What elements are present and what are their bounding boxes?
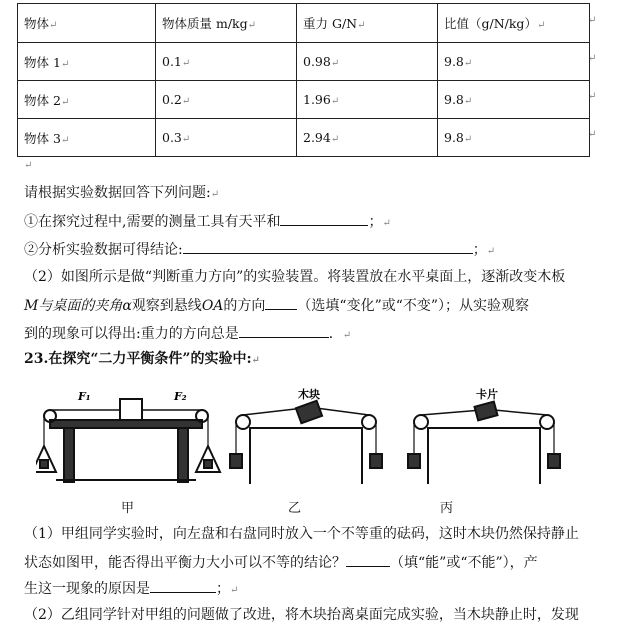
question-2-line: ②分析实验数据可得结论: ；↵ xyxy=(24,239,495,262)
question-23-title: 23.在探究“二力平衡条件”的实验中:↵ xyxy=(24,351,261,367)
table-cell: 2.94↵ xyxy=(297,119,438,157)
row-end-mark: ↵ xyxy=(588,15,597,26)
table-header-cell: 重力 G/N↵ xyxy=(297,4,438,43)
table-row xyxy=(18,119,590,157)
table-cell: 0.3↵ xyxy=(156,119,297,157)
intro-line: 请根据实验数据回答下列问题:↵ xyxy=(24,185,220,201)
part-3-line-1: （1）甲组同学实验时，向左盘和右盘同时放入一个不等重的砝码，这时木块仍然保持静止 xyxy=(24,526,579,542)
part-2-line-1: （2）如图所示是做“判断重力方向”的实验装置。将装置放在水平桌面上，逐渐改变木板 xyxy=(24,269,566,285)
table-cell: 物体 3↵ xyxy=(18,119,156,157)
experiment-figure xyxy=(36,384,576,504)
kapian-label: 卡片 xyxy=(476,388,498,401)
part-2-line-3: 到的现象可以得出:重力的方向总是 ．↵ xyxy=(24,323,351,346)
f1-label: F₁ xyxy=(78,390,91,403)
answer-blank[interactable] xyxy=(265,295,297,310)
table-cell: 9.8↵ xyxy=(438,81,590,119)
table-cell: 0.1↵ xyxy=(156,43,297,81)
data-table xyxy=(17,3,590,157)
paragraph-mark: ↵ xyxy=(24,160,33,171)
row-end-mark: ↵ xyxy=(588,91,597,102)
answer-blank[interactable] xyxy=(239,323,329,338)
f2-label: F₂ xyxy=(174,390,187,403)
table-cell: 物体 2↵ xyxy=(18,81,156,119)
mukuai-label: 木块 xyxy=(298,388,320,401)
table-row xyxy=(18,43,590,81)
answer-blank[interactable] xyxy=(150,578,216,593)
row-end-mark: ↵ xyxy=(588,53,597,64)
part-3-line-4: （2）乙组同学针对甲组的问题做了改进，将木块抬离桌面完成实验，当木块静止时，发现 xyxy=(24,607,579,623)
table-cell: 0.2↵ xyxy=(156,81,297,119)
table-cell: 9.8↵ xyxy=(438,119,590,157)
table-cell: 物体 1↵ xyxy=(18,43,156,81)
caption-jia: 甲 xyxy=(121,501,135,516)
table-cell: 0.98↵ xyxy=(297,43,438,81)
answer-blank[interactable] xyxy=(346,552,390,567)
apparatus-jia xyxy=(36,399,220,482)
table-header-row xyxy=(18,4,590,43)
part-3-line-2: 状态如图甲，能否得出平衡力大小可以不等的结论？ （填“能”或“不能”），产 xyxy=(24,552,538,573)
caption-yi: 乙 xyxy=(288,501,302,516)
row-end-mark: ↵ xyxy=(588,129,597,140)
table-header-cell: 物体↵ xyxy=(18,4,156,43)
table-row xyxy=(18,81,590,119)
table-cell: 1.96↵ xyxy=(297,81,438,119)
table-header-cell: 比值（g/N/kg）↵ xyxy=(438,4,590,43)
part-3-line-3: 生这一现象的原因是 ；↵ xyxy=(24,578,238,601)
part-2-line-2: M与桌面的夹角α观察到悬线OA的方向 （选填“变化”或“不变”）；从实验观察 xyxy=(24,295,529,316)
table-cell: 9.8↵ xyxy=(438,43,590,81)
answer-blank[interactable] xyxy=(183,239,473,254)
question-1-line: ①在探究过程中,需要的测量工具有天平和 ；↵ xyxy=(24,211,391,234)
caption-bing: 丙 xyxy=(440,501,454,516)
apparatus-yi xyxy=(230,401,382,484)
apparatus-bing xyxy=(408,402,560,484)
answer-blank[interactable] xyxy=(280,211,368,226)
table-header-cell: 物体质量 m/kg↵ xyxy=(156,4,297,43)
